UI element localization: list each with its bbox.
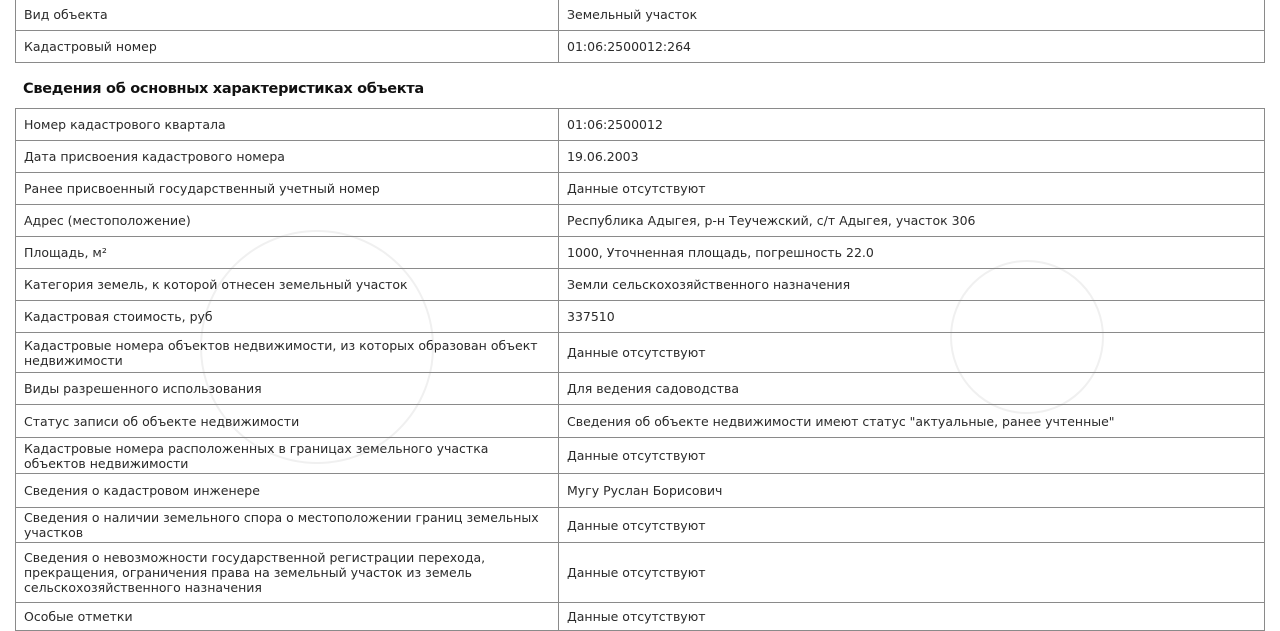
characteristics-table [15, 108, 1265, 631]
row-value: Данные отсутствуют [559, 603, 1265, 631]
row-value: Земельный участок [559, 0, 1265, 31]
row-label: Кадастровые номера объектов недвижимости, из которых образован объект недвижимости [16, 333, 559, 373]
row-value: Данные отсутствуют [559, 543, 1265, 603]
table-row [16, 543, 1265, 603]
object-id-table [15, 0, 1265, 63]
table-row [16, 0, 1265, 31]
row-value: Земли сельскохозяйственного назначения [559, 269, 1265, 301]
row-label: Сведения о кадастровом инженере [16, 474, 559, 508]
table-row [16, 438, 1265, 474]
table-row [16, 269, 1265, 301]
row-label: Ранее присвоенный государственный учетный номер [16, 173, 559, 205]
row-value: 19.06.2003 [559, 141, 1265, 173]
row-label: Кадастровая стоимость, руб [16, 301, 559, 333]
table-row [16, 508, 1265, 543]
section-title: Сведения об основных характеристиках объекта [23, 81, 424, 97]
row-value: Сведения об объекте недвижимости имеют статус "актуальные, ранее учтенные" [559, 405, 1265, 438]
row-label: Дата присвоения кадастрового номера [16, 141, 559, 173]
row-label: Адрес (местоположение) [16, 205, 559, 237]
row-value: 01:06:2500012:264 [559, 31, 1265, 63]
row-value: Республика Адыгея, р-н Теучежский, с/т Адыгея, участок 306 [559, 205, 1265, 237]
row-label: Кадастровые номера расположенных в границах земельного участка объектов недвижимости [16, 438, 559, 474]
row-value: 337510 [559, 301, 1265, 333]
row-label: Вид объекта [16, 0, 559, 31]
row-value: Данные отсутствуют [559, 438, 1265, 474]
row-label: Статус записи об объекте недвижимости [16, 405, 559, 438]
table-row [16, 301, 1265, 333]
table-row [16, 237, 1265, 269]
table-row [16, 31, 1265, 63]
row-label: Особые отметки [16, 603, 559, 631]
row-value: Данные отсутствуют [559, 508, 1265, 543]
row-label: Сведения о невозможности государственной регистрации перехода, прекращения, ограничения права на земельный участок из земель сельскохозяйственного назначения [16, 543, 559, 603]
row-value: Мугу Руслан Борисович [559, 474, 1265, 508]
row-value: 1000, Уточненная площадь, погрешность 22.0 [559, 237, 1265, 269]
row-value: Данные отсутствуют [559, 173, 1265, 205]
table-row [16, 405, 1265, 438]
row-label: Площадь, м² [16, 237, 559, 269]
row-label: Номер кадастрового квартала [16, 109, 559, 141]
table-row [16, 205, 1265, 237]
table-row [16, 109, 1265, 141]
row-label: Виды разрешенного использования [16, 373, 559, 405]
table-row [16, 173, 1265, 205]
row-label: Сведения о наличии земельного спора о местоположении границ земельных участков [16, 508, 559, 543]
row-label: Кадастровый номер [16, 31, 559, 63]
row-label: Категория земель, к которой отнесен земельный участок [16, 269, 559, 301]
row-value: Данные отсутствуют [559, 333, 1265, 373]
table-row [16, 333, 1265, 373]
table-row [16, 141, 1265, 173]
row-value: Для ведения садоводства [559, 373, 1265, 405]
row-value: 01:06:2500012 [559, 109, 1265, 141]
table-row [16, 474, 1265, 508]
table-row [16, 373, 1265, 405]
table-row [16, 603, 1265, 631]
